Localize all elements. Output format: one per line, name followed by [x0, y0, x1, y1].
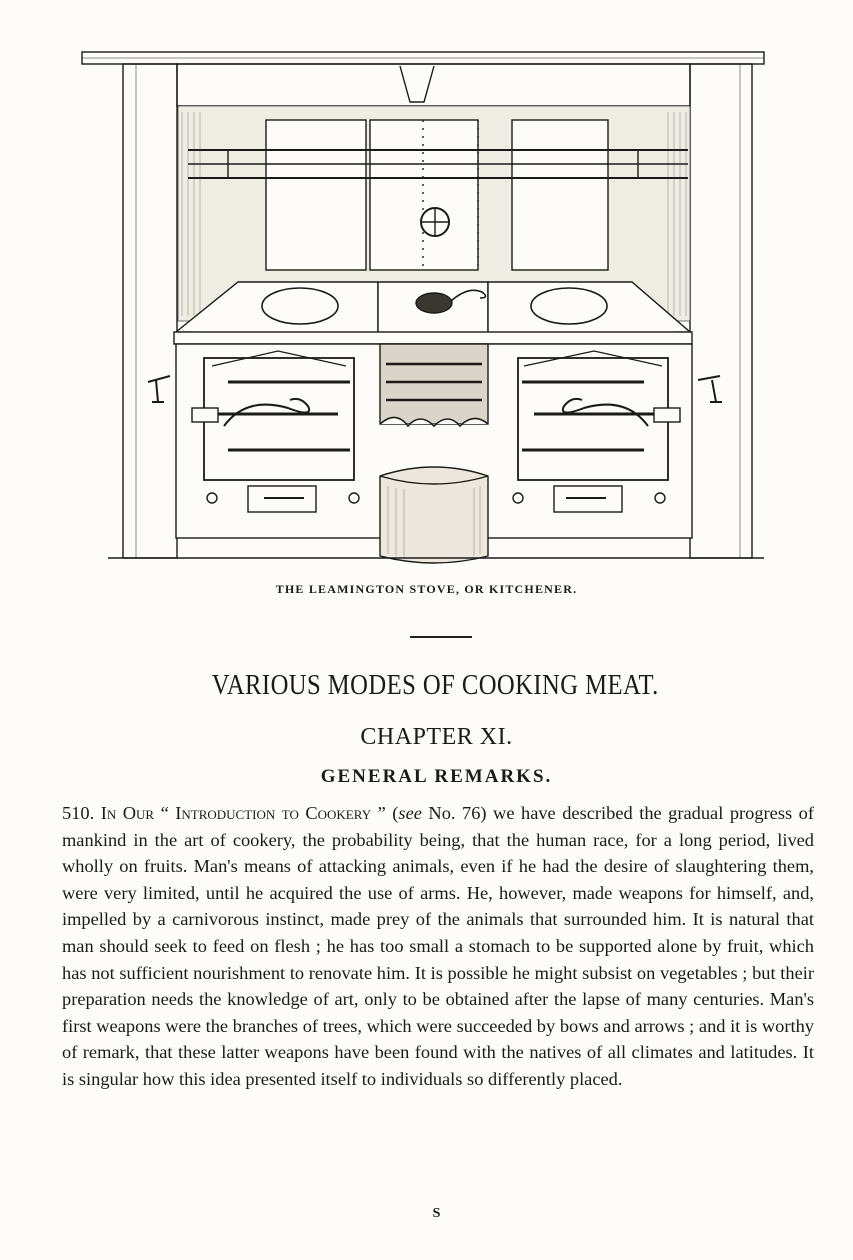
leamington-stove-engraving — [78, 46, 768, 576]
ref-number: No. 76 — [428, 803, 481, 823]
subheading: GENERAL REMARKS. — [320, 766, 553, 787]
paragraph-number: 510. — [62, 803, 95, 823]
paragraph-ref: (see No. 76) — [392, 803, 487, 823]
chapter-heading: CHAPTER XI. — [360, 724, 513, 750]
see-ref: see — [398, 803, 422, 823]
figure-caption: THE LEAMINGTON STOVE, OR KITCHENER. — [275, 582, 578, 596]
paragraph-body: we have described the gradual progress of mankind in the art of cookery, the probability being, that the human race, for a long period, lived wholly on fruits. Man's means of attacking animals, even if he had the desire of slaughtering them, were very limited, until he acquired the use of arms. He, however, made weapons for himself, and, impelled by a carnivorous instinct, made prey of the animals that surrounded him. It is natural that man should seek to feed on flesh ; he has too small a stomach to be supported alone by fruit, which has not sufficient nourishment to renovate him. It is possible he might subsist on vegetables ; but their preparation needs the knowledge of art, only to be obtained after the lapse of many centuries. Man's first weapons were the branches of trees, which were succeeded by bows and arrows ; and it is worthy of remark, that these latter weapons have been found with the natives of all climates and latitudes. It is singular how this idea presented itself to individuals so differently placed. — [62, 803, 814, 1089]
paragraph-510 — [62, 800, 814, 1093]
signature-mark: S — [432, 1206, 441, 1221]
section-title: VARIOUS MODES OF COOKING MEAT. — [211, 670, 659, 701]
stove-illustration — [78, 46, 768, 576]
paragraph-lead: In Our “ Introduction to Cookery ” — [100, 803, 386, 823]
divider-rule — [410, 636, 472, 638]
